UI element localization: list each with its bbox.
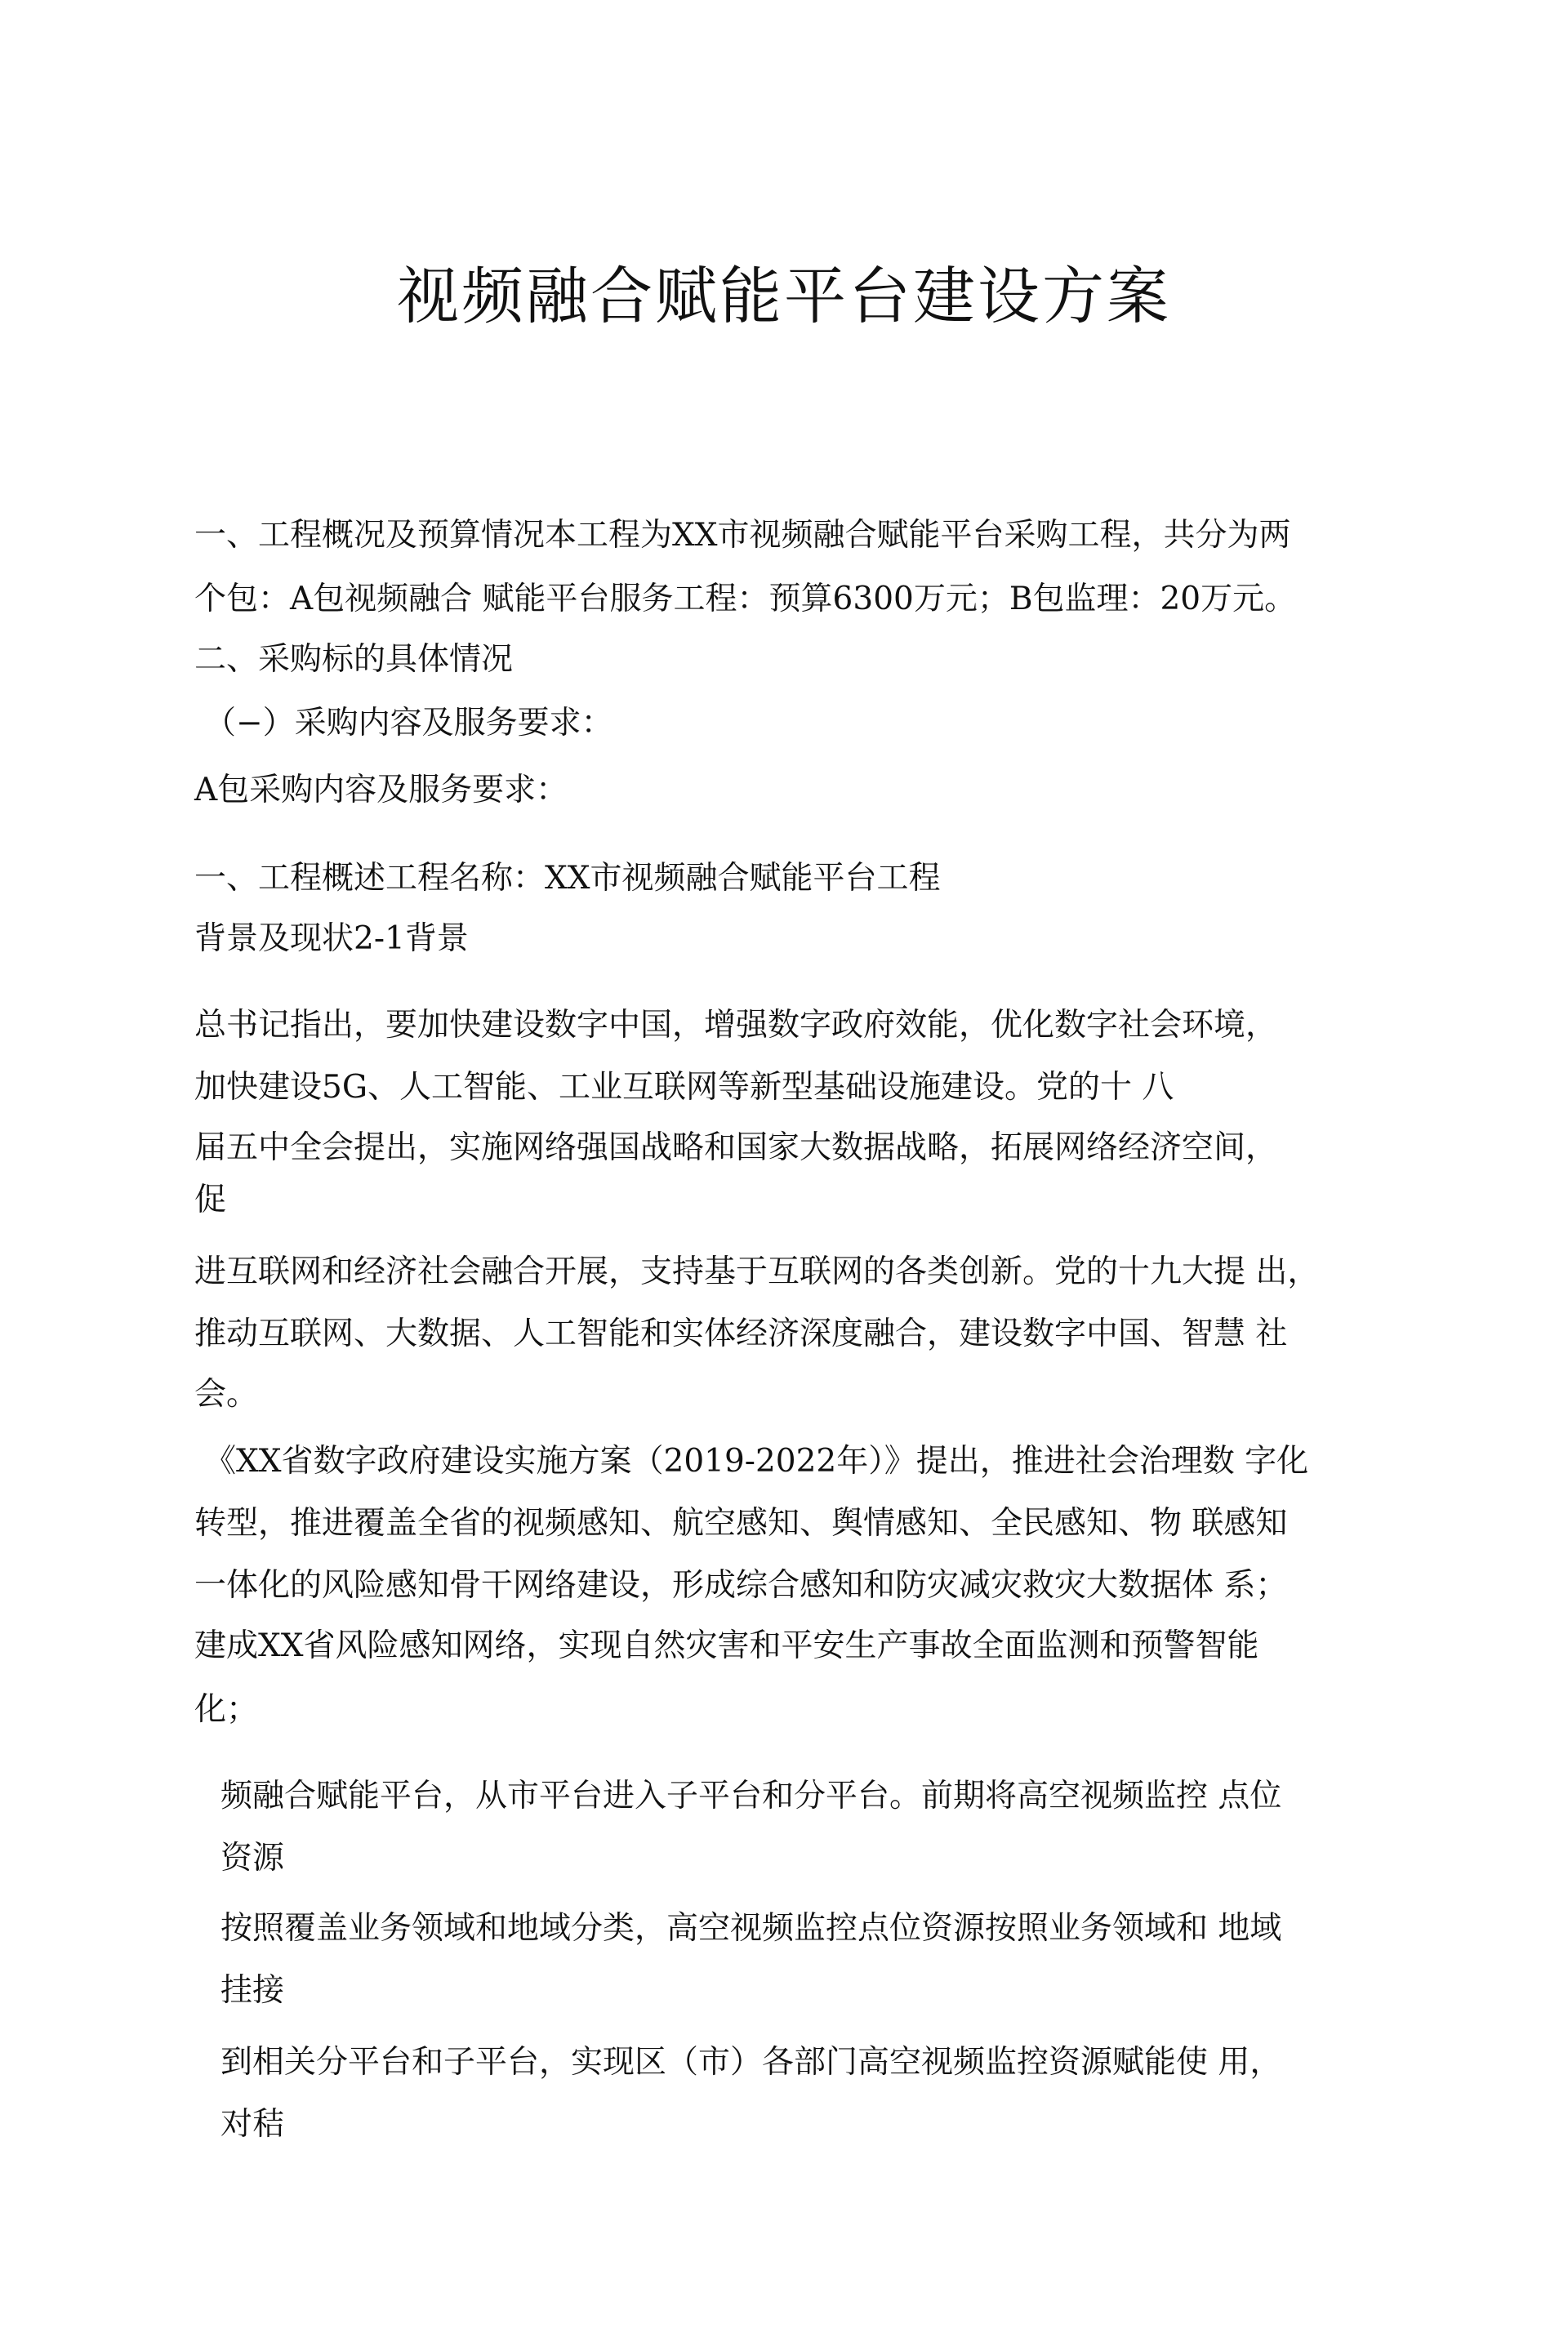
text-line: 建成XX省风险感知网络，实现自然灾害和平安生产事故全面监测和预警智能: [194, 1627, 1259, 1664]
text-line: 一、工程概述工程名称：XX市视频融合赋能平台工程: [194, 860, 941, 897]
text-line: 会。: [194, 1376, 259, 1413]
text-line: 背景及现状2-1背景: [194, 920, 469, 957]
text-line: 二、采购标的具体情况: [194, 641, 514, 678]
text-line: 届五中全会提出，实施网络强国战略和国家大数据战略，拓展网络经济空间，: [194, 1129, 1278, 1166]
text-line: 按照覆盖业务领域和地域分类，高空视频监控点位资源按照业务领域和 地域: [220, 1910, 1282, 1947]
text-line: （−）采购内容及服务要求：: [204, 705, 613, 741]
document-title: 视频融合赋能平台建设方案: [397, 259, 1171, 332]
text-line: A包采购内容及服务要求：: [194, 772, 568, 808]
text-line: 个包：A包视频融合 赋能平台服务工程：预算6300万元；B包监理：20万元。: [194, 581, 1297, 617]
text-line: 进互联网和经济社会融合开展，支持基于互联网的各类创新。党的十九大提 出，: [194, 1253, 1320, 1290]
text-line: 挂接: [220, 1972, 285, 2009]
text-line: 到相关分平台和子平台，实现区（市）各部门高空视频监控资源赋能使 用，: [220, 2044, 1282, 2081]
text-line: 加快建设5G、人工智能、工业互联网等新型基础设施建设。党的十 八: [194, 1069, 1174, 1106]
text-line: 《XX省数字政府建设实施方案（2019-2022年）》提出，推进社会治理数 字化: [204, 1443, 1309, 1480]
text-line: 促: [194, 1182, 227, 1218]
text-line: 一体化的风险感知骨干网络建设，形成综合感知和防灾减灾救灾大数据体 系；: [194, 1567, 1288, 1604]
text-line: 对秸: [220, 2106, 285, 2143]
text-line: 化；: [194, 1691, 259, 1728]
text-line: 转型，推进覆盖全省的视频感知、航空感知、舆情感知、全民感知、物 联感知: [194, 1505, 1288, 1542]
text-line: 资源: [220, 1840, 285, 1877]
text-line: 频融合赋能平台，从市平台进入子平台和分平台。前期将高空视频监控 点位: [220, 1778, 1282, 1814]
text-line: 推动互联网、大数据、人工智能和实体经济深度融合，建设数字中国、智慧 社: [194, 1316, 1288, 1352]
text-line: 总书记指出，要加快建设数字中国，增强数字政府效能，优化数字社会环境，: [194, 1007, 1278, 1044]
text-line: 一、工程概况及预算情况本工程为XX市视频融合赋能平台采购工程，共分为两: [194, 517, 1291, 554]
